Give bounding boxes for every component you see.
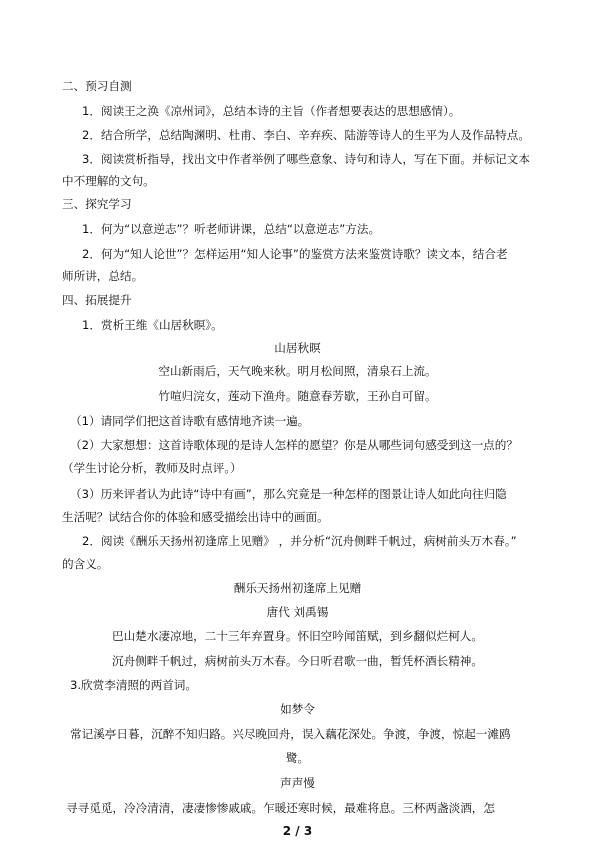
poem-line: 常记溪亭日暮，沉醉不知归路。兴尽晚回舟，误入藕花深处。争渡，争渡，惊起一滩鸥 bbox=[70, 727, 511, 741]
page-number: 2 / 3 bbox=[282, 824, 313, 838]
section-heading: 四、拓展提升 bbox=[62, 293, 132, 307]
poem-line: 巴山楚水凄凉地，二十三年弃置身。怀旧空吟闻笛赋，到乡翻似烂柯人。 bbox=[111, 629, 483, 643]
extend-item-1: 1．赏析王维《山居秋暝》。 bbox=[82, 318, 223, 332]
extend-item-3: 3.欣赏李清照的两首词。 bbox=[70, 678, 197, 692]
poem-line: 沉舟侧畔千帆过，病树前头万木春。今日听君歌一曲，暂凭杯酒长精神。 bbox=[111, 654, 483, 668]
preview-item-3: 3．阅读赏析指导，找出文中作者举例了哪些意象、诗句和诗人，写在下面。并标记文本 bbox=[82, 152, 530, 166]
poem-author: 唐代 刘禹锡 bbox=[266, 605, 329, 619]
poem-line-cont: 鹭。 bbox=[285, 751, 310, 765]
explore-item-1: 1．何为“以意逆志”？听老师讲课，总结“以意逆志”方法。 bbox=[82, 222, 381, 236]
question-2: （2）大家想想：这首诗歌体现的是诗人怎样的愿望？你是从哪些词句感受到这一点的？ bbox=[70, 438, 518, 452]
poem-title: 酬乐天扬州初逢席上见赠 bbox=[233, 581, 362, 595]
explore-item-2-cont: 师所讲，总结。 bbox=[62, 269, 144, 283]
preview-item-1: 1．阅读王之涣《凉州词》，总结本诗的主旨（作者想要表达的思想感情）。 bbox=[82, 104, 461, 118]
extend-item-2-cont: 的含义。 bbox=[62, 557, 109, 571]
preview-item-2: 2．结合所学，总结陶渊明、杜甫、李白、辛弃疾、陆游等诗人的生平为人及作品特点。 bbox=[82, 128, 530, 142]
section-heading: 二、预习自测 bbox=[62, 79, 132, 93]
question-1: （1）请同学们把这首诗歌有感情地齐读一遍。 bbox=[70, 414, 310, 428]
explore-item-2: 2．何为“知人论世”？怎样运用“知人论事”的鉴赏方法来鉴赏诗歌？读文本，结合老 bbox=[82, 247, 508, 261]
question-3-cont: 生活呢？试结合你的体验和感受描绘出诗中的画面。 bbox=[62, 510, 329, 524]
poem-line: 寻寻觅觅，冷冷清清，凄凄惨惨戚戚。乍暖还寒时候，最难将息。三杯两盏淡酒，怎 bbox=[66, 801, 495, 815]
poem-line: 空山新雨后，天气晚来秋。明月松间照，清泉石上流。 bbox=[158, 364, 437, 378]
extend-item-2: 2．阅读《酬乐天扬州初逢席上见赠》 ，并分析“沉舟侧畔千帆过，病树前头万木春。” bbox=[82, 534, 517, 548]
question-2-cont: （学生讨论分析，教师及时点评。） bbox=[62, 461, 242, 475]
section-heading: 三、探究学习 bbox=[62, 197, 132, 211]
poem-title: 山居秋暝 bbox=[274, 341, 321, 355]
poem-line: 竹喧归浣女，莲动下渔舟。随意春芳歇，王孙自可留。 bbox=[158, 389, 437, 403]
poem-title: 声声慢 bbox=[280, 776, 315, 790]
poem-title: 如梦令 bbox=[280, 702, 315, 716]
preview-item-3-cont: 中不理解的文句。 bbox=[62, 174, 155, 188]
question-3: （3）历来评者认为此诗“诗中有画”，那么究竟是一种怎样的图景让诗人如此向往归隐 bbox=[70, 487, 507, 501]
